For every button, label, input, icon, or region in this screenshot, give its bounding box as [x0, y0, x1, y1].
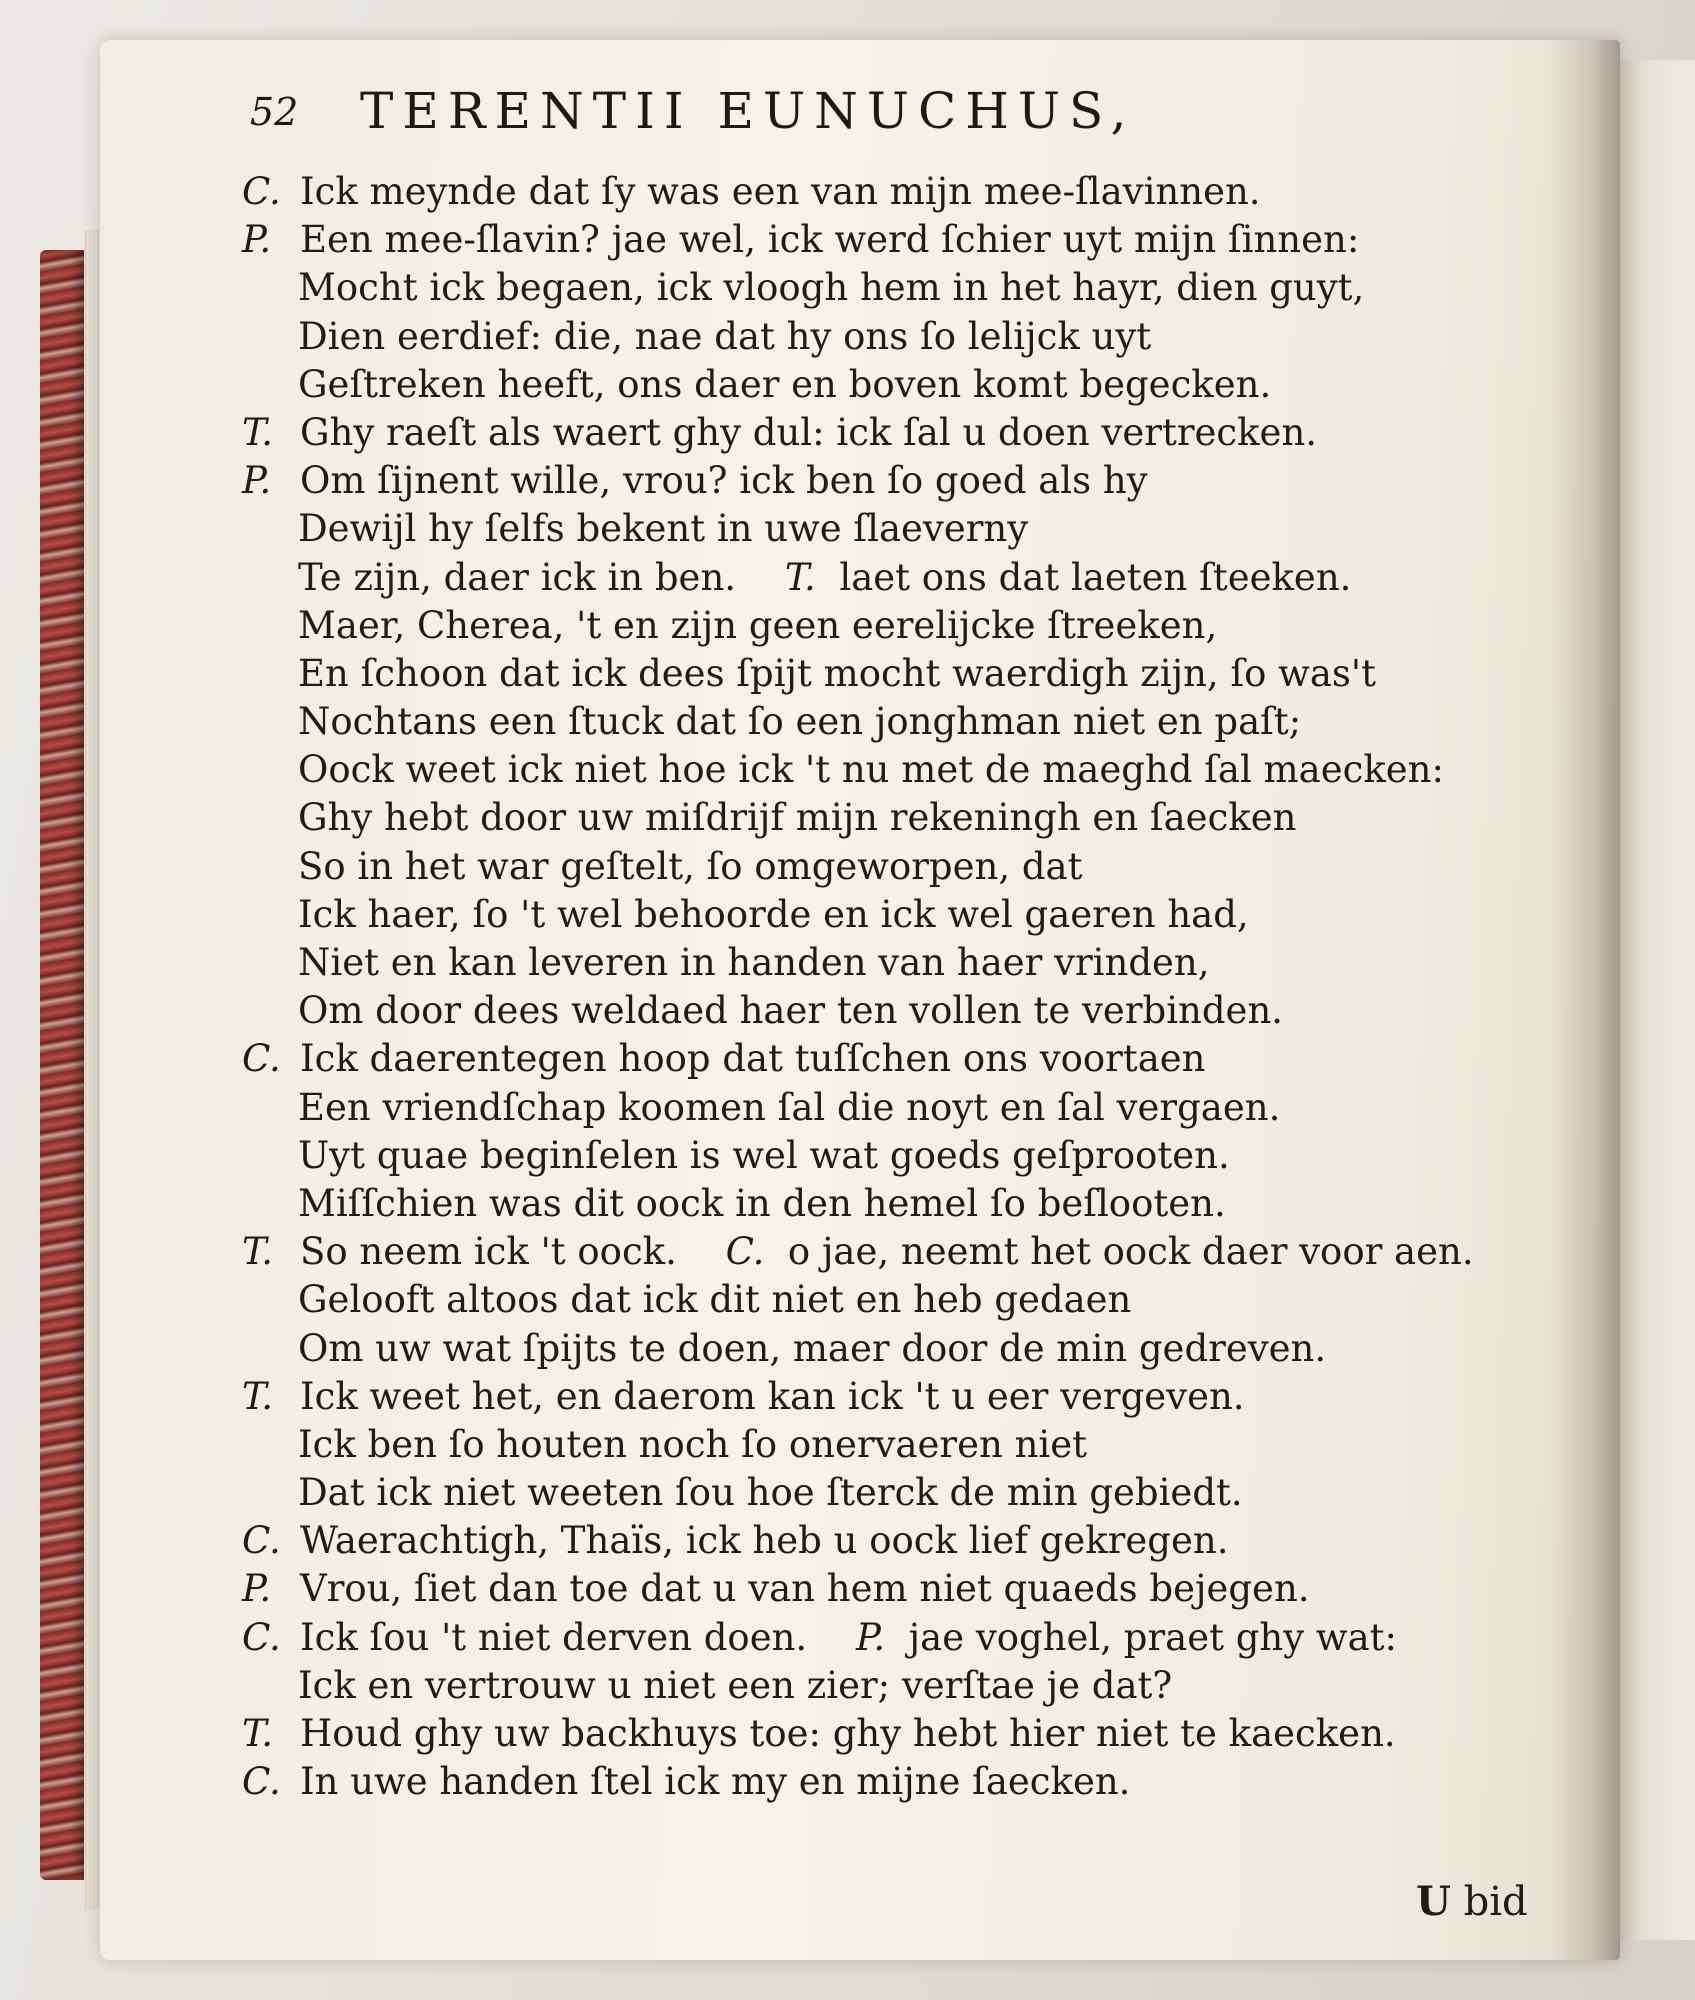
verse-text: [298, 1180, 1226, 1228]
verse-line: [242, 1710, 1582, 1758]
verse-line: [242, 1565, 1582, 1613]
verse-text: [298, 650, 1376, 698]
verse-line: [242, 264, 1582, 312]
verse-segment: Om ſijnent wille, vrou? ick ben ſo goed als hy: [300, 459, 1148, 503]
verse-line: [242, 1758, 1582, 1806]
verse-segment: Houd ghy uw backhuys toe: ghy hebt hier niet te kaecken.: [300, 1712, 1396, 1755]
verse-segment: Dewijl hy ſelfs bekent in uwe ſlaeverny: [298, 507, 1029, 551]
verse-segment: Ick weet het, en daerom kan ick 't u eer vergeven.: [300, 1374, 1245, 1418]
verse-segment: Dien eerdief: die, nae dat hy ons ſo lelijck uyt: [298, 314, 1152, 358]
verse-segment: En ſchoon dat ick dees ſpijt mocht waerdigh zijn, ſo was't: [298, 651, 1376, 695]
verse-line: [242, 1180, 1582, 1228]
verse-text: [298, 1662, 1172, 1710]
verse-segment: Uyt quae beginſelen is wel wat goeds geſprooten.: [298, 1133, 1230, 1177]
verse-line: [242, 313, 1582, 361]
verse-segment: Ick ben ſo houten noch ſo onervaeren niet: [298, 1422, 1088, 1466]
verse-line: [242, 168, 1582, 216]
verse-line: [242, 650, 1582, 698]
verse-line: [242, 698, 1582, 746]
verse-text: [298, 843, 1082, 891]
verse-line: [242, 1228, 1582, 1276]
verse-segment: Mocht ick begaen, ick vloogh hem in het hayr, dien guyt,: [298, 266, 1365, 310]
verse-segment: So in het war geſtelt, ſo omgeworpen, dat: [298, 844, 1083, 888]
marbled-book-edge: [40, 250, 84, 1880]
verse-line: [242, 1614, 1582, 1662]
speaker-label: C.: [242, 1519, 281, 1563]
verse-segment: Oock weet ick niet hoe ick 't nu met de maeghd ſal maecken:: [298, 748, 1444, 792]
verse-text: [298, 698, 1301, 746]
verse-text-block: [242, 168, 1582, 1806]
verse-line: [242, 794, 1582, 842]
verse-line: [242, 361, 1582, 409]
verse-text: [298, 794, 1296, 842]
page-number: 52: [250, 90, 299, 134]
speaker-label: P.: [242, 218, 272, 262]
verse-segment-after: o jae, neemt het oock daer voor aen.: [787, 1230, 1474, 1274]
verse-text: [298, 939, 1210, 987]
verse-text: [298, 987, 1283, 1035]
speaker-label: C.: [242, 1760, 281, 1804]
verse-text: [300, 168, 1261, 216]
verse-line: [242, 1276, 1582, 1324]
verse-segment: Waerachtigh, Thaïs, ick heb u oock lief gekregen.: [300, 1519, 1229, 1563]
verse-segment: Om door dees weldaed haer ten vollen te verbinden.: [298, 989, 1284, 1033]
verse-line: [242, 1662, 1582, 1710]
verse-line: [242, 554, 1582, 602]
verse-segment: Te zijn, daer ick in ben.: [298, 555, 737, 599]
speaker-label: T.: [242, 1374, 274, 1418]
verse-text: [300, 457, 1148, 505]
facing-page: [1620, 60, 1695, 1940]
verse-line: [242, 1035, 1582, 1083]
verse-text: [300, 1035, 1206, 1083]
verse-line: [242, 939, 1582, 987]
verse-line: [242, 1421, 1582, 1469]
verse-text: [300, 409, 1317, 457]
verse-segment: Ick daerentegen hoop dat tuſſchen ons voortaen: [300, 1037, 1206, 1081]
verse-segment: Om uw wat ſpijts te doen, maer door de min gedreven.: [298, 1326, 1327, 1370]
verse-segment: Ghy raeſt als waert ghy dul: ick ſal u doen vertrecken.: [300, 410, 1318, 454]
speaker-label: T.: [242, 1230, 274, 1274]
verse-line: [242, 1084, 1582, 1132]
verse-segment: Gelooft altoos dat ick dit niet en heb gedaen: [298, 1278, 1132, 1322]
verse-segment: Vrou, ſiet dan toe dat u van hem niet quaeds bejegen.: [300, 1567, 1310, 1611]
verse-segment: Ick en vertrouw u niet een zier; verſtae je dat?: [298, 1663, 1173, 1707]
verse-text: [298, 891, 1249, 939]
verse-text: [300, 1710, 1396, 1758]
verse-segment: Een vriendſchap koomen ſal die noyt en ſal vergaen.: [298, 1085, 1281, 1129]
speaker-label: C.: [242, 170, 281, 213]
verse-line: [242, 457, 1582, 505]
verse-line: [242, 843, 1582, 891]
verse-line: [242, 746, 1582, 794]
verse-segment: Geſtreken heeft, ons daer en boven komt begecken.: [298, 362, 1272, 406]
speaker-label: P.: [242, 459, 272, 503]
verse-text: [298, 1325, 1326, 1373]
verse-segment: Ick ſou 't niet derven doen.: [300, 1615, 808, 1659]
verse-line: [242, 216, 1582, 264]
running-head: [250, 82, 1400, 152]
catchword-initial: U: [1416, 1878, 1451, 1925]
verse-segment: Niet en kan leveren in handen van haer vrinden,: [298, 941, 1210, 984]
verse-segment: Ick meynde dat ſy was een van mijn mee-ſlavinnen.: [300, 170, 1261, 213]
verse-segment: So neem ick 't oock.: [300, 1230, 677, 1274]
verse-text: [298, 1421, 1087, 1469]
verse-text: [300, 1517, 1228, 1565]
speaker-label: C.: [242, 1037, 281, 1081]
verse-text: [298, 1276, 1131, 1324]
verse-segment: Ick haer, ſo 't wel behoorde en ick wel gaeren had,: [298, 892, 1249, 936]
verse-text: [298, 361, 1271, 409]
verse-text: [300, 216, 1359, 264]
verse-segment: Een mee-ſlavin? jae wel, ick werd ſchier uyt mijn ſinnen:: [300, 218, 1360, 262]
verse-line: [242, 891, 1582, 939]
verse-line: [242, 1132, 1582, 1180]
verse-line: [242, 1325, 1582, 1373]
verse-segment: Ghy hebt door uw miſdrijf mijn rekeningh en ſaecken: [298, 796, 1297, 840]
speaker-label: T.: [242, 1712, 274, 1755]
verse-text: [298, 602, 1217, 650]
verse-segment: In uwe handen ſtel ick my en mijne ſaecken.: [300, 1760, 1131, 1804]
catchword-rest: bid: [1450, 1879, 1528, 1925]
verse-segment: Maer, Cherea, 't en zijn geen eerelijcke ſtreeken,: [298, 603, 1218, 647]
speaker-label: P.: [242, 1567, 272, 1611]
verse-text: [300, 1373, 1245, 1421]
verse-text: [298, 746, 1444, 794]
verse-line: [242, 602, 1582, 650]
verse-text: [300, 1614, 1397, 1662]
verse-text: [300, 1758, 1130, 1806]
catchword: [1416, 1878, 1528, 1925]
verse-text: [298, 1084, 1280, 1132]
inline-speaker-label: T.: [784, 555, 816, 599]
verse-text: [298, 1469, 1243, 1517]
verse-line: [242, 1517, 1582, 1565]
verse-segment-after: laet ons dat laeten ſteeken.: [839, 555, 1352, 599]
inline-speaker-label: P.: [855, 1615, 886, 1659]
verse-text: [298, 1132, 1230, 1180]
verse-segment: Miſſchien was dit oock in den hemel ſo beſlooten.: [298, 1181, 1226, 1225]
verse-line: [242, 409, 1582, 457]
verse-segment: Dat ick niet weeten ſou hoe ſterck de min gebiedt.: [298, 1471, 1243, 1515]
speaker-label: T.: [242, 410, 274, 454]
speaker-label: C.: [242, 1615, 281, 1659]
verse-line: [242, 1373, 1582, 1421]
verse-line: [242, 987, 1582, 1035]
running-title: TERENTII EUNUCHUS,: [360, 82, 1136, 140]
verse-text: [298, 313, 1151, 361]
verse-text: [300, 1565, 1310, 1613]
verse-segment-after: jae voghel, praet ghy wat:: [908, 1615, 1397, 1659]
verse-text: [298, 264, 1364, 312]
verse-text: [298, 554, 1351, 602]
verse-line: [242, 505, 1582, 553]
inline-speaker-label: C.: [725, 1230, 765, 1274]
verse-segment: Nochtans een ſtuck dat ſo een jonghman niet en paſt;: [298, 700, 1302, 744]
verse-text: [300, 1228, 1474, 1276]
verse-text: [298, 505, 1028, 553]
verse-line: [242, 1469, 1582, 1517]
